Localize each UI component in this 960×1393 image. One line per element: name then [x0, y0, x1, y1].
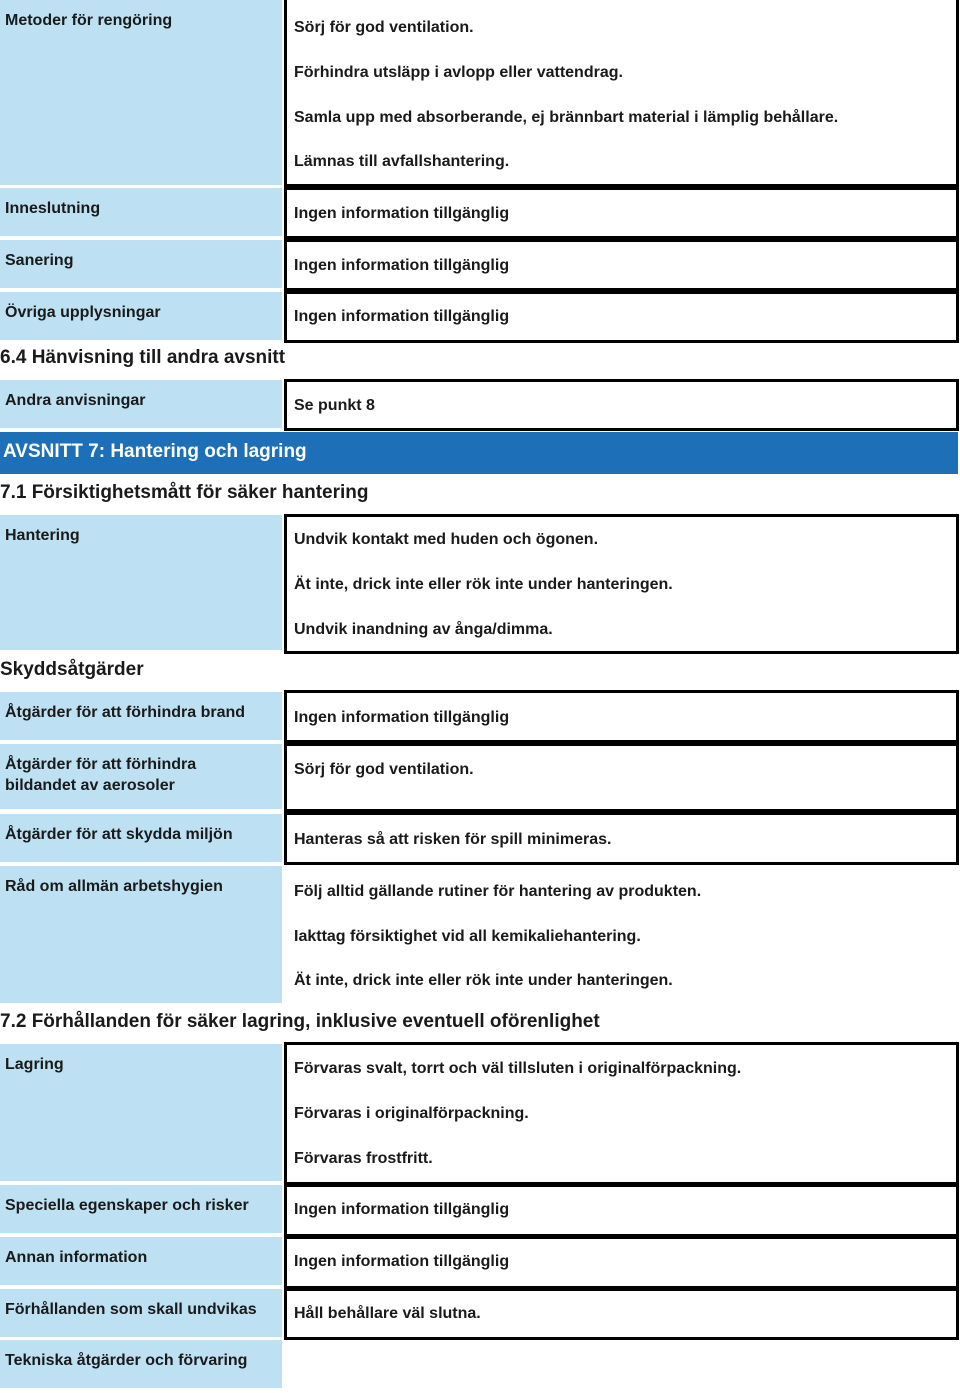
- value-speciella: Ingen information tillgänglig: [294, 1201, 510, 1218]
- value-lagring-2: Förvaras i originalförpackning.: [294, 1105, 529, 1122]
- value-lagring-1: Förvaras svalt, torrt och väl tillsluten i originalförpackning.: [294, 1060, 742, 1077]
- label-metoder: Metoder för rengöring: [0, 0, 282, 185]
- value-metoder-4: Lämnas till avfallshantering.: [294, 153, 510, 170]
- value-sanering: Ingen information tillgänglig: [294, 257, 510, 274]
- value-hantering-2: Ät inte, drick inte eller rök inte under hanteringen.: [294, 576, 673, 593]
- value-aerosoler: Sörj för god ventilation.: [294, 761, 474, 778]
- value-andra: Se punkt 8: [294, 397, 375, 414]
- value-metoder-1: Sörj för god ventilation.: [294, 19, 474, 36]
- label-aerosoler-line2: bildandet av aerosoler: [5, 777, 175, 794]
- label-aerosoler-line1: Åtgärder för att förhindra: [5, 756, 197, 773]
- value-ovriga: Ingen information tillgänglig: [294, 308, 510, 325]
- label-miljon: Åtgärder för att skydda miljön: [0, 814, 282, 862]
- value-brand: Ingen information tillgänglig: [294, 709, 510, 726]
- value-arbetshygien-2: Iakttag försiktighet vid all kemikaliehantering.: [294, 928, 641, 945]
- heading-7-1: 7.1 Försiktighetsmått för säker hantering: [0, 482, 369, 503]
- label-ovriga: Övriga upplysningar: [0, 292, 282, 340]
- value-forhallanden: Håll behållare väl slutna.: [294, 1305, 481, 1322]
- value-arbetshygien-1: Följ alltid gällande rutiner för hantering av produkten.: [294, 883, 702, 900]
- value-hantering-3: Undvik inandning av ånga/dimma.: [294, 621, 553, 638]
- section-7-banner: AVSNITT 7: Hantering och lagring: [0, 432, 958, 474]
- label-forhallanden: Förhållanden som skall undvikas: [0, 1289, 282, 1337]
- label-sanering: Sanering: [0, 240, 282, 288]
- label-tekniska: Tekniska åtgärder och förvaring: [0, 1340, 282, 1388]
- label-brand: Åtgärder för att förhindra brand: [0, 692, 282, 740]
- label-lagring: Lagring: [0, 1044, 282, 1181]
- value-inneslutning: Ingen information tillgänglig: [294, 205, 510, 222]
- label-inneslutning: Inneslutning: [0, 188, 282, 236]
- label-aerosoler: [0, 744, 282, 809]
- label-speciella: Speciella egenskaper och risker: [0, 1185, 282, 1233]
- heading-skyddsatgarder: Skyddsåtgärder: [0, 659, 144, 680]
- label-arbetshygien: Råd om allmän arbetshygien: [0, 866, 282, 1003]
- value-annan: Ingen information tillgänglig: [294, 1253, 510, 1270]
- heading-6-4: 6.4 Hänvisning till andra avsnitt: [0, 347, 286, 368]
- value-hantering-1: Undvik kontakt med huden och ögonen.: [294, 531, 599, 548]
- heading-7-2: 7.2 Förhållanden för säker lagring, inklusive eventuell oförenlighet: [0, 1011, 600, 1032]
- value-metoder-3: Samla upp med absorberande, ej brännbart material i lämplig behållare.: [294, 109, 839, 126]
- value-miljon: Hanteras så att risken för spill minimeras.: [294, 831, 612, 848]
- label-andra: Andra anvisningar: [0, 380, 282, 428]
- value-box-andra: [284, 379, 959, 431]
- value-arbetshygien-3: Ät inte, drick inte eller rök inte under hanteringen.: [294, 972, 673, 989]
- value-metoder-2: Förhindra utsläpp i avlopp eller vattendrag.: [294, 64, 623, 81]
- label-annan: Annan information: [0, 1237, 282, 1285]
- value-lagring-3: Förvaras frostfritt.: [294, 1150, 433, 1167]
- label-hantering: Hantering: [0, 515, 282, 650]
